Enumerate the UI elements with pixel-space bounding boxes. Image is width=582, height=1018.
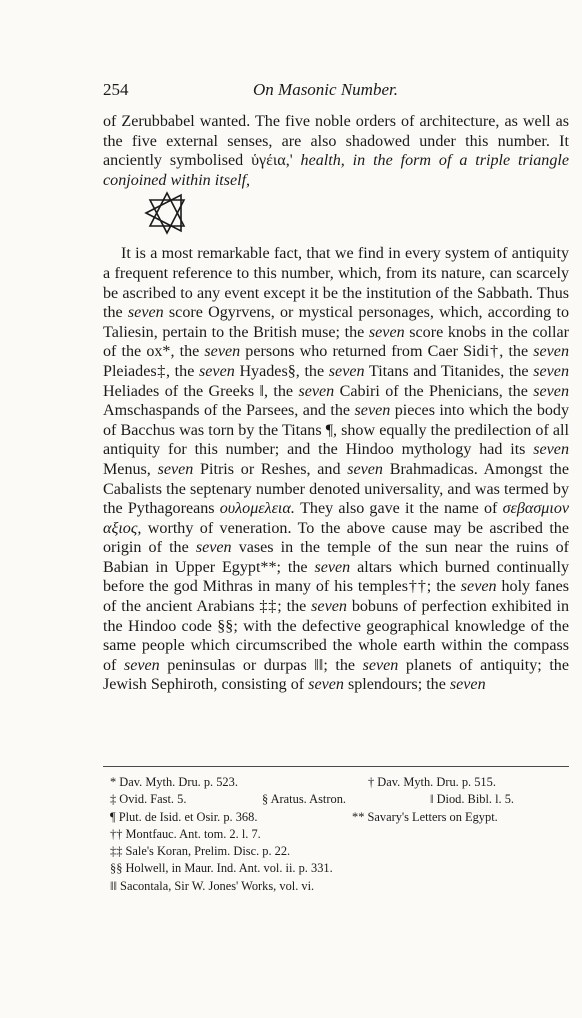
footnote-8: †† Montfauc. Ant. tom. 2. l. 7. xyxy=(110,826,261,841)
footnote-10: §§ Holwell, in Maur. Ind. Ant. vol. ii. p. 331. xyxy=(110,861,333,876)
thus-figure-row xyxy=(103,190,569,240)
main-text xyxy=(103,112,569,695)
footnote-11: ‖‖ Sacontala, Sir W. Jones' Works, vol. vi. xyxy=(110,878,315,893)
footnote-6: ¶ Plut. de Isid. et Osir. p. 368. xyxy=(110,809,258,824)
footnote-3: ‡ Ovid. Fast. 5. xyxy=(110,792,187,807)
footnote-row xyxy=(110,843,569,860)
running-title: On Masonic Number. xyxy=(253,80,398,99)
triple-triangle-icon xyxy=(143,190,191,236)
paragraph-2: It is a most remarkable fact, that we find in every system of antiquity a frequent reference to this number, which, from its nature, can scarcely be ascribed to any event except it be the institution of the Sabbath. Thus the seven score Ogyrvens, or mystical personages, which, according to Taliesin, pertain to the British muse; the seven score knobs in the collar of the ox*, the seven persons who returned from Caer Sidi†, the seven Pleiades‡, the seven Hyades§, the seven Titans and Titanides, the seven Heliades of the Greeks ‖, the seven Cabiri of the Phenicians, the seven Amschaspands of the Parsees, and the seven pieces into which the body of Bacchus was torn by the Titans ¶, show equally the predilection of all antiquity for this number; and the Hindoo mythology had its seven Menus, seven Pitris or Reshes, and seven Brahmadicas. Amongst the Cabalists the septenary number denoted universality, and was termed by the Pythagoreans ουλομελεια. They also gave it the name of σεβασμιον αξιος, worthy of veneration. To the above cause may be ascribed the origin of the seven vases in the temple of the sun near the ruins of Babian in Upper Egypt**; the seven altars which burned continually before the god Mithras in many of his temples††; the seven holy fanes of the ancient Arabians ‡‡; the seven bobuns of perfection exhibited in the Hindoo code §§; with the defective geographical knowledge of the same people which circumscribed the whole earth within the compass of seven peninsulas or durpas ‖‖; the seven planets of antiquity; the Jewish Sephiroth, consisting of seven splendours; the seven xyxy=(103,245,570,694)
italic-phrase: health, in the form of a triple triangle conjoined within itself, xyxy=(103,152,569,189)
greek-word: σεβασμιον αξιος, xyxy=(103,500,570,537)
greek-word: ουλομελεια. xyxy=(219,500,295,518)
footnote-2: † Dav. Myth. Dru. p. 515. xyxy=(368,775,496,789)
footnote-row xyxy=(110,774,569,791)
footnotes xyxy=(110,774,569,895)
footnote-9: ‡‡ Sale's Koran, Prelim. Disc. p. 22. xyxy=(110,844,291,859)
paragraph-1: of Zerubbabel wanted. The five noble orders of architecture, as well as the five external senses, are also shadowed under this number. It anciently symbolised ὑγέια,' health, in the form of a triple triangle conjoined within itself, xyxy=(103,113,569,189)
footnote-rule xyxy=(103,766,569,767)
footnote-row xyxy=(110,826,569,843)
footnote-row xyxy=(110,860,569,877)
footnote-row xyxy=(110,809,569,826)
page-number: 254 xyxy=(103,80,129,99)
footnote-7: ** Savary's Letters on Egypt. xyxy=(352,809,498,824)
footnote-4: § Aratus. Astron. xyxy=(262,792,346,807)
page-header xyxy=(103,80,569,102)
greek-word: ὑγέια, xyxy=(251,152,290,170)
footnote-5: ‖ Diod. Bibl. l. 5. xyxy=(430,792,515,807)
footnote-row xyxy=(110,878,569,895)
footnote-1: * Dav. Myth. Dru. p. 523. xyxy=(110,775,238,789)
footnote-row xyxy=(110,791,569,808)
